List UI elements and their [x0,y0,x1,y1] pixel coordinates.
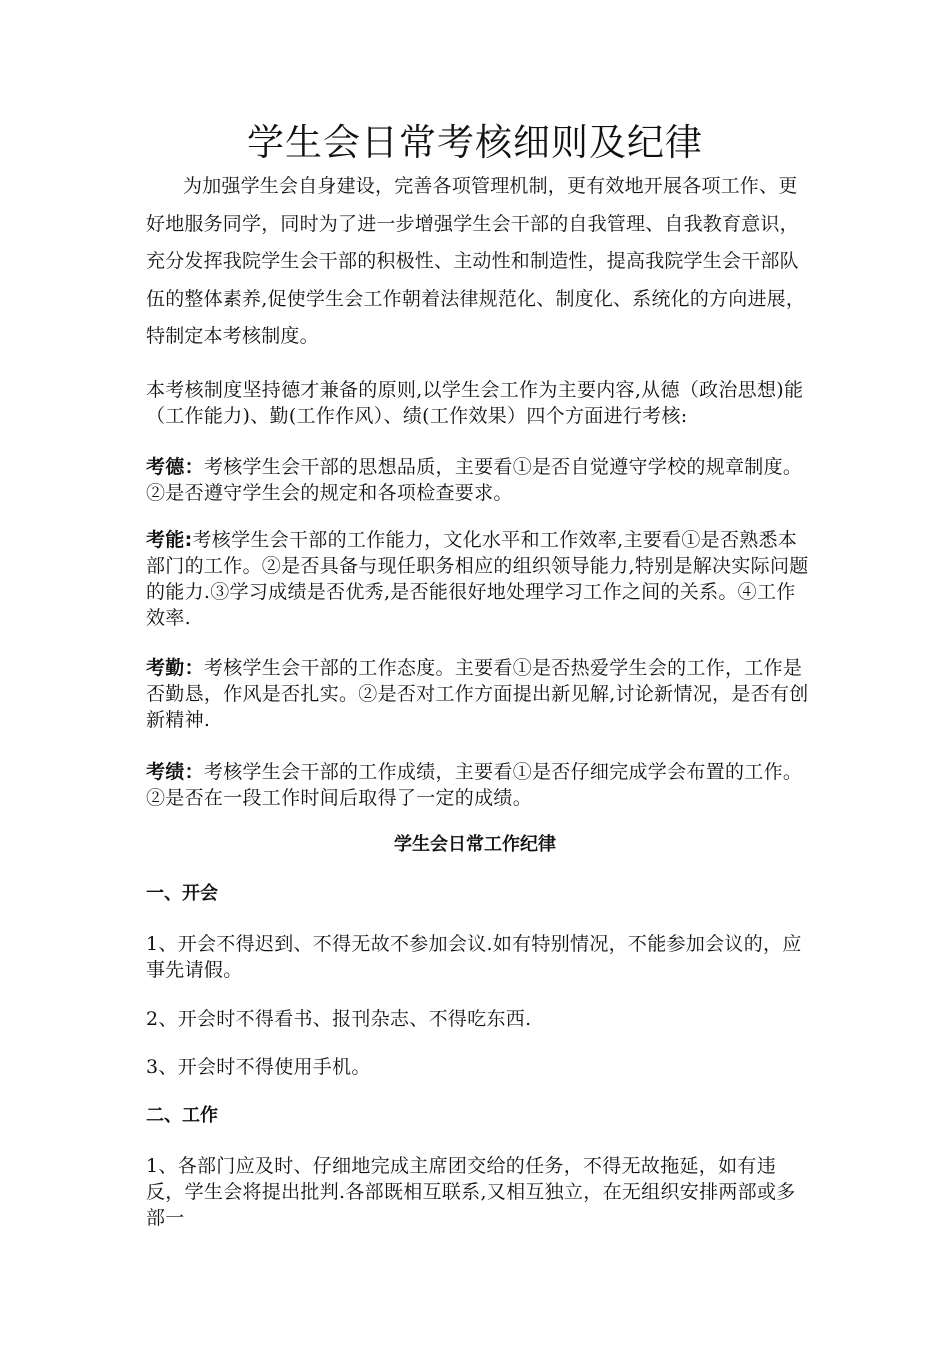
section-de-lead: 考德： [146,456,204,478]
meeting-item-3: 3、开会时不得使用手机。 [146,1056,371,1078]
section-qin-text: 考核学生会干部的工作态度。主要看①是否热爱学生会的工作，工作是否勤恳，作风是否扎实。②是否对工作方面提出新见解,讨论新情况，是否有创新精神. [146,657,809,731]
meeting-item-1: 1、开会不得迟到、不得无故不参加会议.如有特别情况，不能参加会议的，应事先请假。 [146,933,802,981]
document-title: 学生会日常考核细则及纪律 [247,121,703,164]
intro-paragraph: 为加强学生会自身建设，完善各项管理机制，更有效地开展各项工作、更好地服务同学，同时为了进一步增强学生会干部的自我管理、自我教育意识，充分发挥我院学生会干部的积极性、主动性和制造性，提高我院学生会干部队伍的整体素养,促使学生会工作朝着法律规范化、制度化、系统化的方向进展，特制定本考核制度。 [146,175,806,347]
section-ji-lead: 考绩： [146,761,204,783]
section-neng-lead: 考能: [146,529,193,551]
discipline-title: 学生会日常工作纪律 [394,834,556,855]
section-ji-text: 考核学生会干部的工作成绩，主要看①是否仔细完成学会布置的工作。②是否在一段工作时间后取得了一定的成绩。 [146,761,803,809]
section-de-text: 考核学生会干部的思想品质，主要看①是否自觉遵守学校的规章制度。②是否遵守学生会的规定和各项检查要求。 [146,456,803,504]
section-ji [146,759,810,811]
section-qin-lead: 考勤： [146,657,204,679]
section-neng [146,527,810,631]
meeting-heading: 一、开会 [146,883,218,904]
section-neng-text: 考核学生会干部的工作能力，文化水平和工作效率,主要看①是否熟悉本部门的工作。②是否具备与现任职务相应的组织领导能力,特别是解决实际问题的能力.③学习成绩是否优秀,是否能很好地处理学习工作之间的关系。④工作效率. [146,529,809,629]
section-qin [146,655,810,733]
work-item-1: 1、各部门应及时、仔细地完成主席团交给的任务，不得无故拖延，如有违反，学生会将提出批判.各部既相互联系,又相互独立，在无组织安排两部或多部一 [146,1155,796,1229]
work-heading: 二、工作 [146,1105,218,1126]
section-de [146,454,810,506]
meeting-item-2: 2、开会时不得看书、报刊杂志、不得吃东西. [146,1008,532,1030]
principle-paragraph: 本考核制度坚持德才兼备的原则,以学生会工作为主要内容,从德（政治思想)能（工作能力)、勤(工作作风）、绩(工作效果）四个方面进行考核: [146,379,804,427]
